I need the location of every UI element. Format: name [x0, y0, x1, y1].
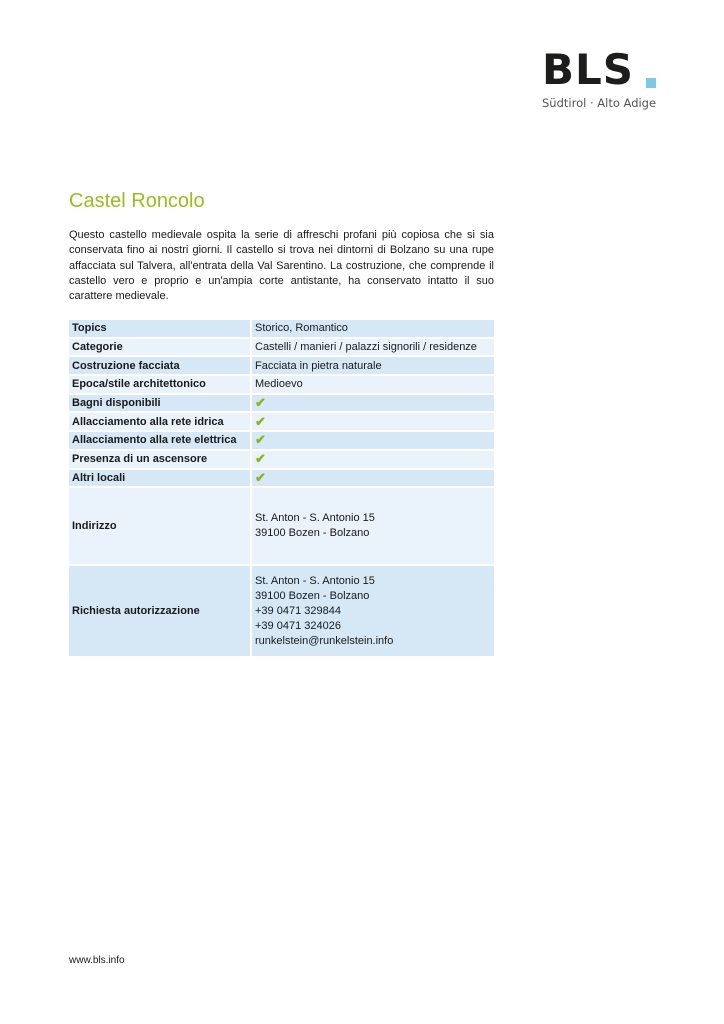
logo-dot-icon	[646, 78, 656, 88]
contact-address-line: 39100 Bozen - Bolzano	[255, 589, 370, 602]
row-value: Facciata in pietra naturale	[252, 357, 494, 374]
row-label: Bagni disponibili	[69, 395, 252, 412]
row-value	[252, 432, 494, 449]
row-value: Storico, Romantico	[252, 320, 494, 337]
table-row	[69, 376, 494, 393]
contact-phone: +39 0471 329844	[255, 604, 341, 617]
contact-value	[252, 566, 494, 656]
row-label: Allacciamento alla rete elettrica	[69, 432, 252, 449]
table-row	[69, 339, 494, 356]
address-value	[252, 488, 494, 564]
row-value: Castelli / manieri / palazzi signorili / residenze	[252, 339, 494, 356]
table-row	[69, 488, 494, 564]
row-value	[252, 470, 494, 487]
table-row	[69, 451, 494, 468]
row-label: Altri locali	[69, 470, 252, 487]
address-line: St. Anton - S. Antonio 15	[255, 512, 375, 525]
contact-address-line: St. Anton - S. Antonio 15	[255, 574, 375, 587]
intro-paragraph: Questo castello medievale ospita la serie di affreschi profani più copiosa che si sia conservata fino ai nostri giorni. Il castello si trova nei dintorni di Bolzano su una rupe affacciata sul Talvera, all'entrata della Val Sarentino. La costruzione, che comprende il castello vero e proprio e un'ampia corte antistante, ha conservato intatto il suo carattere medievale.	[69, 229, 494, 303]
contact-fax: +39 0471 324026	[255, 619, 341, 632]
footer-url[interactable]: www.bls.info	[69, 955, 125, 966]
checkmark-icon: ✔	[255, 395, 266, 411]
row-value	[252, 413, 494, 430]
checkmark-icon: ✔	[255, 413, 266, 429]
row-label: Allacciamento alla rete idrica	[69, 413, 252, 430]
page-title: Castel Roncolo	[69, 190, 205, 212]
table-row	[69, 357, 494, 374]
logo-wordmark: BLS	[542, 45, 635, 94]
table-row	[69, 432, 494, 449]
table-row	[69, 413, 494, 430]
logo-subtitle: Südtirol · Alto Adige	[542, 96, 657, 110]
bls-logo	[540, 46, 660, 118]
table-row	[69, 395, 494, 412]
row-label: Epoca/stile architettonico	[69, 376, 252, 393]
row-label: Richiesta autorizzazione	[69, 566, 252, 656]
row-label: Costruzione facciata	[69, 357, 252, 374]
row-label: Categorie	[69, 339, 252, 356]
row-label: Indirizzo	[69, 488, 252, 564]
row-label: Presenza di un ascensore	[69, 451, 252, 468]
table-row	[69, 566, 494, 656]
address-line: 39100 Bozen - Bolzano	[255, 527, 370, 540]
row-value: Medioevo	[252, 376, 494, 393]
row-value	[252, 451, 494, 468]
info-table	[69, 318, 494, 658]
checkmark-icon: ✔	[255, 451, 266, 467]
table-row	[69, 320, 494, 337]
checkmark-icon: ✔	[255, 432, 266, 448]
row-value	[252, 395, 494, 412]
row-label: Topics	[69, 320, 252, 337]
checkmark-icon: ✔	[255, 469, 266, 485]
contact-email[interactable]: runkelstein@runkelstein.info	[255, 634, 394, 647]
table-row	[69, 470, 494, 487]
